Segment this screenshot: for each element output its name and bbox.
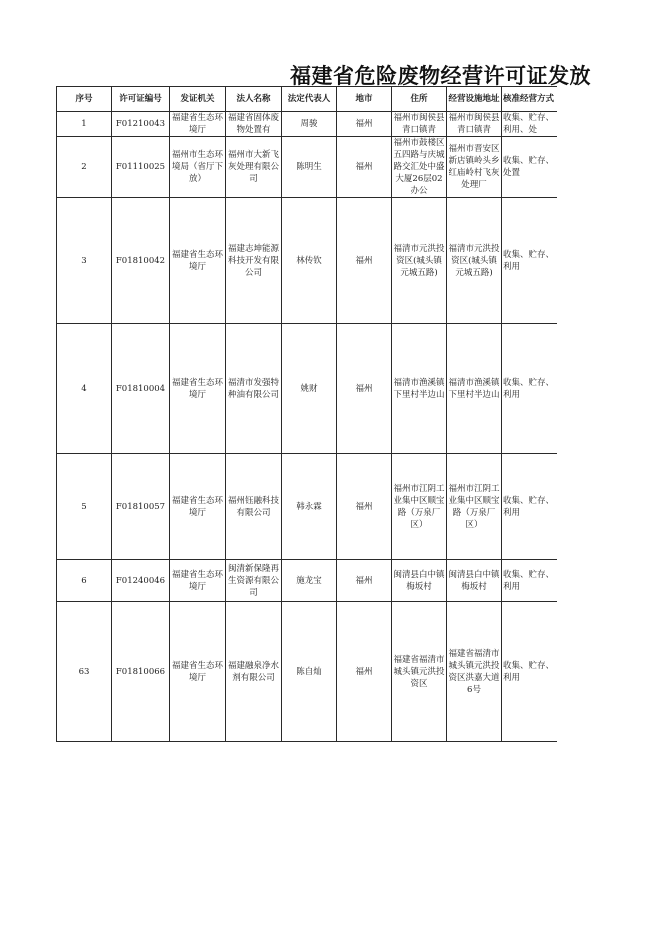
cell-facility: 福州市晋安区新店镇岭头乡红庙岭村飞灰处理厂 [447,137,502,198]
cell-city: 福州 [337,602,392,742]
cell-mode: 收集、贮存、利用、处 [502,112,557,137]
cell-rep: 姚财 [282,324,337,454]
cell-no: 1 [57,112,112,137]
page-title: 福建省危险废物经营许可证发放 [290,64,591,88]
cell-no: 5 [57,454,112,560]
cell-city: 福州 [337,112,392,137]
table-row [57,602,557,742]
column-header: 发证机关 [170,87,226,112]
cell-issuer: 福建省生态环境厅 [170,324,226,454]
column-header: 法人名称 [226,87,282,112]
cell-facility: 福州市闽侯县青口镇青 [448,113,500,135]
cell-mode: 收集、贮存、利用 [502,454,557,560]
table-row [57,560,557,602]
table-header-row [57,87,557,112]
cell-address: 福州市闽侯县青口镇青 [393,113,445,135]
cell-mode: 收集、贮存、利用 [502,324,557,454]
cell-company: 福建志坤能源科技开发有限公司 [226,198,282,324]
cell-no: 3 [57,198,112,324]
cell-mode: 收集、贮存、利用 [502,560,557,602]
column-header: 经营设施地址 [447,87,502,112]
table-row [57,198,557,324]
cell-address: 福建省福清市城头镇元洪投资区 [392,602,447,742]
cell-city: 福州 [337,324,392,454]
cell-mode: 收集、贮存、利用 [502,198,557,324]
cell-license: F01810066 [112,602,170,742]
cell-no: 4 [57,324,112,454]
cell-rep: 施龙宝 [282,560,337,602]
cell-company: 福州钰融科技有限公司 [226,454,282,560]
table-row [57,137,557,198]
cell-license: F01110025 [112,137,170,198]
cell-facility: 福州市江阴工业集中区顺宝路（万泉厂区） [447,454,502,560]
column-header: 住所 [392,87,447,112]
cell-address: 福州市江阴工业集中区顺宝路（万泉厂区） [392,454,447,560]
cell-issuer: 福建省生态环境厅 [170,602,226,742]
cell-rep: 林传钦 [282,198,337,324]
cell-no: 6 [57,560,112,602]
cell-facility: 福清市渔溪镇下里村半边山 [447,324,502,454]
cell-rep: 周骏 [282,112,337,137]
cell-issuer: 福建省生态环境厅 [170,198,226,324]
cell-city: 福州 [337,137,392,198]
cell-rep: 陈明生 [282,137,337,198]
cell-company: 福清市发强特种油有限公司 [226,324,282,454]
cell-issuer: 福建省生态环境厅 [170,454,226,560]
cell-company: 福州市大新飞灰处理有限公司 [226,137,282,198]
cell-rep: 陈自灿 [282,602,337,742]
cell-company: 福建省固体废物处置有 [226,112,282,137]
cell-address: 福清市元洪投资区(城头镇元城五路) [392,198,447,324]
column-header: 序号 [57,87,112,112]
cell-company: 福建融泉净水剂有限公司 [226,602,282,742]
cell-facility: 福建省福清市城头镇元洪投资区洪嘉大道6号 [447,602,502,742]
cell-issuer: 福建省生态环境厅 [170,112,226,137]
cell-address: 福州市鼓楼区五四路与庆城路交汇处中盛大厦26层02办公 [393,138,445,196]
cell-license: F01210043 [112,112,170,137]
cell-mode: 收集、贮存、处置 [502,137,557,198]
column-header: 法定代表人 [282,87,337,112]
cell-city: 福州 [337,454,392,560]
license-table [56,86,557,742]
cell-license: F01810057 [112,454,170,560]
cell-license: F01240046 [112,560,170,602]
cell-city: 福州 [337,198,392,324]
cell-license: F01810042 [112,198,170,324]
column-header: 许可证编号 [112,87,170,112]
cell-facility: 闽清县白中镇梅坂村 [447,560,502,602]
table-row [57,112,557,137]
cell-address: 福清市渔溪镇下里村半边山 [392,324,447,454]
table-row [57,324,557,454]
cell-address: 闽清县白中镇梅坂村 [392,560,447,602]
column-header: 核准经营方式 [502,87,557,112]
cell-mode: 收集、贮存、利用 [502,602,557,742]
cell-rep: 韩永霖 [282,454,337,560]
column-header: 地市 [337,87,392,112]
cell-city: 福州 [337,560,392,602]
cell-issuer: 福建省生态环境厅 [170,560,226,602]
cell-facility: 福清市元洪投资区(城头镇元城五路) [447,198,502,324]
cell-no: 2 [57,137,112,198]
cell-company: 闽清新保隆再生资源有限公司 [226,560,282,602]
cell-license: F01810004 [112,324,170,454]
cell-no: 63 [57,602,112,742]
table-row [57,454,557,560]
cell-issuer: 福州市生态环境局（省厅下放） [170,137,226,198]
